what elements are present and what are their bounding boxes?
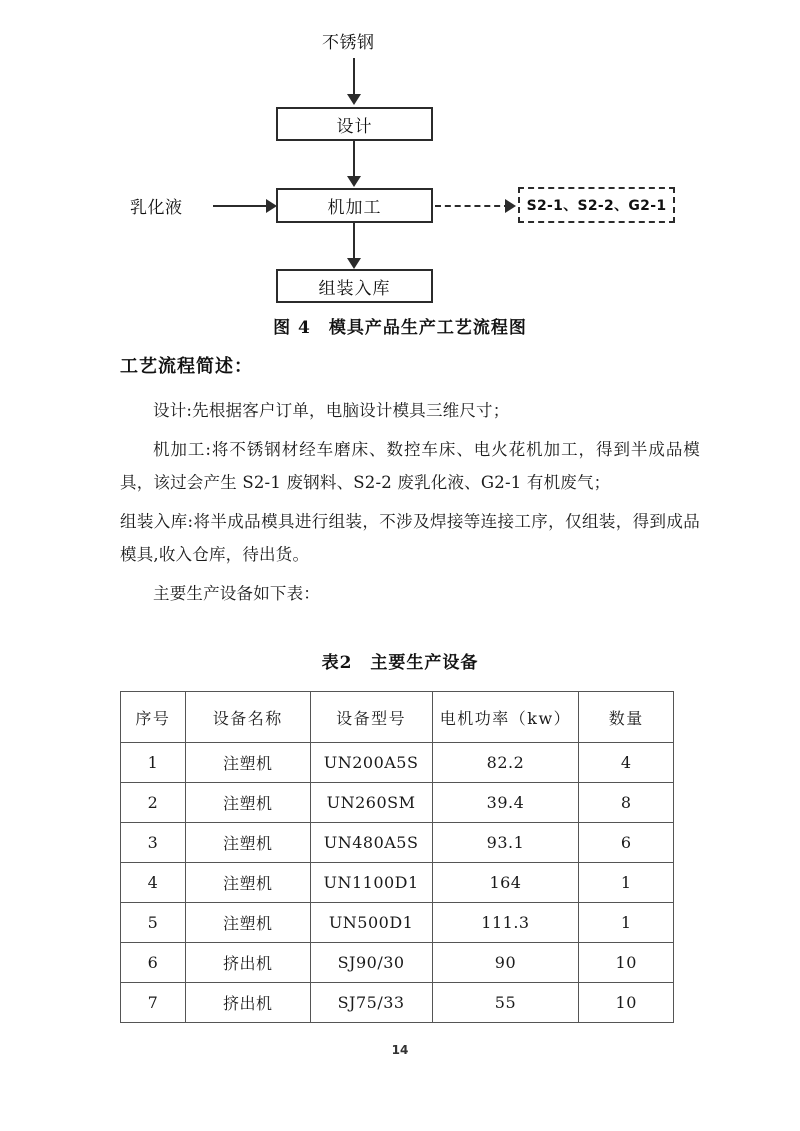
cell-quantity: 8 — [579, 783, 674, 823]
cell-quantity: 6 — [579, 823, 674, 863]
connector-emulsion-to-machining — [213, 205, 270, 207]
table-header-power: 电机功率（kw） — [432, 692, 579, 743]
paragraph-equipment-intro: 主要生产设备如下表： — [153, 584, 320, 603]
table-row — [121, 783, 674, 823]
cell-power: 111.3 — [432, 903, 579, 943]
table-header-model: 设备型号 — [310, 692, 432, 743]
connector-steel-to-design — [353, 58, 355, 96]
flow-input-label-stainless-steel: 不锈钢 — [322, 33, 375, 53]
flow-box-machining-label: 机加工 — [327, 198, 382, 218]
cell-index: 1 — [121, 743, 186, 783]
cell-name: 注塑机 — [185, 783, 310, 823]
table-row — [121, 823, 674, 863]
table-header-row — [121, 692, 674, 743]
paragraph-design: 设计:先根据客户订单，电脑设计模具三维尺寸； — [153, 401, 510, 420]
flow-box-pollutant-outputs-label: S2-1、S2-2、G2-1 — [526, 198, 667, 214]
table-header-index: 序号 — [121, 692, 186, 743]
arrow-right-icon-machining-to-pollutants — [505, 199, 516, 213]
flow-box-design[interactable] — [276, 107, 433, 141]
cell-index: 3 — [121, 823, 186, 863]
table-row — [121, 943, 674, 983]
arrow-down-icon-steel-to-design — [347, 94, 361, 105]
cell-index: 4 — [121, 863, 186, 903]
table-row — [121, 903, 674, 943]
main-production-equipment-table — [120, 691, 674, 1023]
cell-model: UN260SM — [310, 783, 432, 823]
flow-box-machining[interactable] — [276, 188, 433, 223]
cell-model: UN500D1 — [310, 903, 432, 943]
cell-power: 55 — [432, 983, 579, 1023]
figure-caption: 图 4 模具产品生产工艺流程图 — [273, 318, 527, 338]
cell-power: 82.2 — [432, 743, 579, 783]
connector-machining-to-assembly — [353, 223, 355, 262]
cell-quantity: 4 — [579, 743, 674, 783]
cell-power: 93.1 — [432, 823, 579, 863]
cell-model: UN480A5S — [310, 823, 432, 863]
connector-machining-to-pollutants — [435, 205, 510, 207]
cell-power: 39.4 — [432, 783, 579, 823]
page-number: 14 — [391, 1043, 409, 1057]
cell-quantity: 1 — [579, 863, 674, 903]
cell-name: 挤出机 — [185, 983, 310, 1023]
arrow-down-icon-design-to-machining — [347, 176, 361, 187]
cell-quantity: 10 — [579, 983, 674, 1023]
arrow-down-icon-machining-to-assembly — [347, 258, 361, 269]
cell-name: 注塑机 — [185, 743, 310, 783]
table-header-name: 设备名称 — [185, 692, 310, 743]
cell-quantity: 10 — [579, 943, 674, 983]
cell-index: 7 — [121, 983, 186, 1023]
table-caption: 表2 主要生产设备 — [321, 653, 479, 673]
cell-name: 注塑机 — [185, 823, 310, 863]
process-flow-diagram — [0, 0, 800, 305]
cell-name: 注塑机 — [185, 863, 310, 903]
cell-name: 挤出机 — [185, 943, 310, 983]
flow-input-label-emulsion: 乳化液 — [130, 198, 183, 218]
cell-power: 164 — [432, 863, 579, 903]
cell-model: SJ75/33 — [310, 983, 432, 1023]
cell-quantity: 1 — [579, 903, 674, 943]
flow-box-pollutant-outputs[interactable] — [518, 187, 675, 223]
table-row — [121, 743, 674, 783]
cell-index: 5 — [121, 903, 186, 943]
cell-index: 2 — [121, 783, 186, 823]
cell-model: UN200A5S — [310, 743, 432, 783]
cell-name: 注塑机 — [185, 903, 310, 943]
cell-index: 6 — [121, 943, 186, 983]
paragraph-machining: 机加工:将不锈钢材经车磨床、数控车床、电火花机加工，得到半成品模具，该过会产生 S2-1 废钢料、S2-2 废乳化液、G2-1 有机废气； — [120, 440, 700, 492]
cell-power: 90 — [432, 943, 579, 983]
paragraph-assembly-storage: 组装入库:将半成品模具进行组装，不涉及焊接等连接工序，仅组装，得到成品模具,收入仓库，待出货。 — [120, 512, 700, 564]
connector-design-to-machining — [353, 141, 355, 180]
section-heading-process-summary: 工艺流程简述： — [120, 356, 253, 377]
flow-box-design-label: 设计 — [336, 116, 373, 137]
table-header-quantity: 数量 — [579, 692, 674, 743]
table-row — [121, 983, 674, 1023]
flow-box-assembly-storage[interactable] — [276, 269, 433, 303]
cell-model: UN1100D1 — [310, 863, 432, 903]
cell-model: SJ90/30 — [310, 943, 432, 983]
flow-box-assembly-storage-label: 组装入库 — [318, 278, 391, 299]
table-row — [121, 863, 674, 903]
process-description-section — [120, 352, 700, 616]
